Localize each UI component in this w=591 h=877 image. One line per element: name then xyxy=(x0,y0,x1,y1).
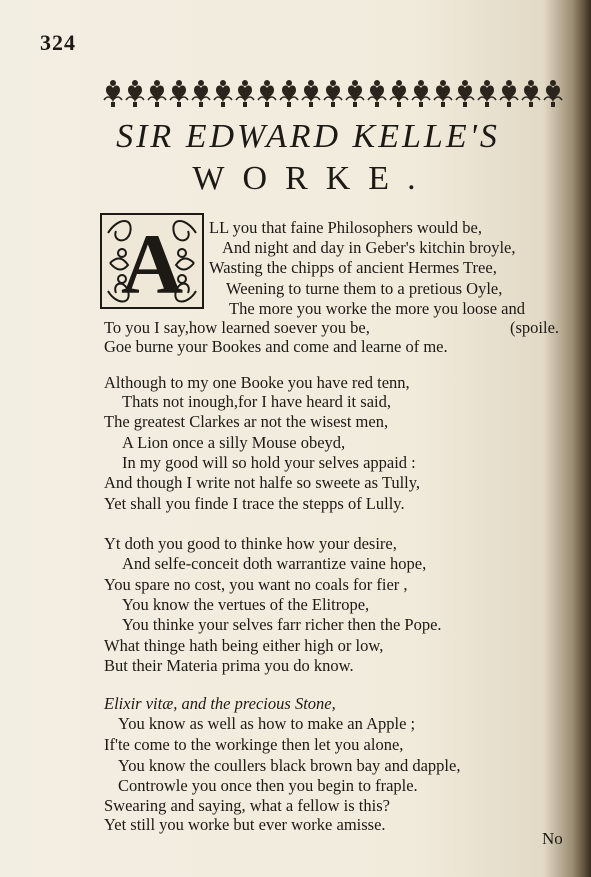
stanza1-turnover: (spoile. xyxy=(510,318,560,337)
stanza2-line-1: Although to my one Booke you have red tenn, xyxy=(104,373,410,392)
page-number: 324 xyxy=(40,30,76,55)
stanza2-line-3: The greatest Clarkes ar not the wisest men, xyxy=(104,412,389,431)
stanza3-line-6: What thinge hath being either high or low, xyxy=(104,636,384,655)
stanza2-line-6: And though I write not halfe so sweete as Tully, xyxy=(104,473,421,492)
drop-cap-letter: A xyxy=(120,216,184,309)
stanza4-line-7: Yet still you worke but ever worke amisse. xyxy=(104,815,386,834)
stanza3-line-4: You know the vertues of the Elitrope, xyxy=(122,595,370,614)
catchword: No xyxy=(542,829,563,848)
stanza4-line-5: Controwle you once then you begin to fraple. xyxy=(118,776,418,795)
stanza1-line-1: LL you that faine Philosophers would be, xyxy=(209,218,482,237)
stanza3-line-2: And selfe-conceit doth warrantize vaine hope, xyxy=(122,554,427,573)
stanza4-line-2: You know as well as how to make an Apple ; xyxy=(118,714,416,733)
stanza4-line-6: Swearing and saying, what a fellow is this? xyxy=(104,796,390,815)
stanza4-line-3: If'te come to the workinge then let you alone, xyxy=(104,735,404,754)
stanza1-line-7: Goe burne your Bookes and come and learne of me. xyxy=(104,337,448,356)
stanza1-line-5: The more you worke the more you loose and xyxy=(229,299,526,318)
stanza1-line-6: To you I say,how learned soever you be, xyxy=(104,318,370,337)
stanza1-line-3: Wasting the chipps of ancient Hermes Tree, xyxy=(209,258,497,277)
stanza2-line-7: Yet shall you finde I trace the stepps of Lully. xyxy=(104,494,405,513)
stanza2-line-4: A Lion once a silly Mouse obeyd, xyxy=(122,433,346,452)
title-line-2: WORKE. xyxy=(192,160,434,197)
stanza3-line-7: But their Materia prima you do know. xyxy=(104,656,354,675)
stanza1-line-2: And night and day in Geber's kitchin broyle, xyxy=(222,238,516,257)
title-line-1: SIR EDWARD KELLE'S xyxy=(116,118,500,155)
stanza4-line-4: You know the coullers black brown bay and dapple, xyxy=(118,756,461,775)
stanza1-line-4: Weening to turne them to a pretious Oyle, xyxy=(226,279,503,298)
stanza2-line-2: Thats not inough,for I have heard it said, xyxy=(122,392,391,411)
stanza3-line-5: You thinke your selves farr richer then the Pope. xyxy=(122,615,442,634)
stanza3-line-1: Yt doth you good to thinke how your desire, xyxy=(104,534,397,553)
stanza3-line-3: You spare no cost, you want no coals for fier , xyxy=(104,575,408,594)
stanza2-line-5: In my good will so hold your selves appaid : xyxy=(122,453,416,472)
stanza4-line-1: Elixir vitæ, and the precious Stone, xyxy=(104,694,336,713)
